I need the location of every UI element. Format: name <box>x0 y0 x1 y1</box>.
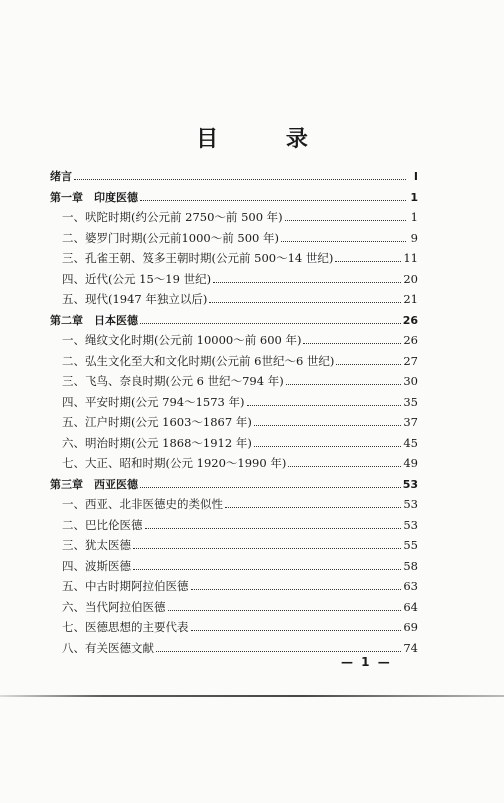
toc-entry-title: 四、平安时期(公元 794～1573 年) <box>62 394 245 409</box>
toc-entry-title: 二、巴比伦医德 <box>62 517 143 532</box>
toc-page-number: I <box>413 170 418 183</box>
dot-leader <box>209 302 401 303</box>
toc-section-row <box>50 250 418 271</box>
toc-entry-title: 一、吠陀时期(约公元前 2750～前 500 年) <box>62 210 283 224</box>
toc-chapter-row <box>50 189 418 210</box>
toc-page-number: 26 <box>403 333 418 347</box>
toc-page-number: 53 <box>403 497 418 511</box>
toc-page-number: 35 <box>403 394 418 409</box>
toc-page-number: 27 <box>403 353 418 368</box>
toc-entry-title: 第一章 印度医德 <box>50 190 138 204</box>
toc-page-number: 63 <box>403 579 418 593</box>
toc-entry-title: 八、有关医德文献 <box>62 640 154 655</box>
toc-page-number: 1 <box>410 190 418 204</box>
toc-entry-title: 四、波斯医德 <box>62 558 131 573</box>
toc-section-row <box>50 394 418 415</box>
toc-page-number: 45 <box>403 435 418 450</box>
toc-section-row <box>50 435 418 456</box>
dot-leader <box>191 589 402 590</box>
dot-leader <box>133 548 401 549</box>
toc-chapter-row <box>50 476 418 497</box>
toc-page-number: 53 <box>402 477 418 491</box>
dot-leader <box>213 282 401 283</box>
toc-entry-title: 六、当代阿拉伯医德 <box>62 599 166 614</box>
dot-leader <box>285 220 406 221</box>
toc-section-row <box>50 455 418 476</box>
toc-chapter-row <box>50 312 418 333</box>
dot-leader <box>168 610 402 611</box>
dot-leader <box>254 446 402 447</box>
dot-leader <box>254 425 402 426</box>
toc-page-number: 11 <box>403 251 418 265</box>
dot-leader <box>156 651 401 652</box>
toc-entry-title: 二、弘生文化至大和文化时期(公元前 6世纪～6 世纪) <box>62 353 335 368</box>
dot-leader <box>336 364 401 365</box>
toc-entry-title: 第二章 日本医德 <box>50 313 138 327</box>
toc-entry-title: 二、婆罗门时期(公元前1000～前 500 年) <box>62 230 279 245</box>
toc-section-row <box>50 496 418 517</box>
toc-chapter-row <box>50 168 418 189</box>
toc-entry-title: 三、飞鸟、奈良时期(公元 6 世纪～794 年) <box>62 374 284 388</box>
toc-page-number: 64 <box>403 599 418 614</box>
toc-section-row <box>50 558 418 579</box>
dot-leader <box>74 179 406 180</box>
page-title: 目 录 <box>196 127 338 152</box>
toc-section-row <box>50 373 418 394</box>
toc-entry-title: 七、医德思想的主要代表 <box>62 620 189 634</box>
table-of-contents <box>50 168 418 660</box>
toc-section-row <box>50 230 418 251</box>
dot-leader <box>191 630 402 631</box>
toc-page-number: 26 <box>402 313 418 327</box>
toc-page-number: 55 <box>403 538 418 552</box>
toc-entry-title: 一、西亚、北非医德史的类似性 <box>62 497 223 511</box>
toc-entry-title: 七、大正、昭和时期(公元 1920～1990 年) <box>62 456 287 470</box>
toc-section-row <box>50 271 418 292</box>
toc-section-row <box>50 414 418 435</box>
toc-section-row <box>50 209 418 230</box>
toc-section-row <box>50 619 418 640</box>
dot-leader <box>140 323 401 324</box>
toc-section-row <box>50 353 418 374</box>
toc-entry-title: 一、绳纹文化时期(公元前 10000～前 600 年) <box>62 333 302 347</box>
toc-page-number: 9 <box>410 230 418 245</box>
toc-page-number: 20 <box>403 271 418 286</box>
toc-entry-title: 三、孔雀王朝、笈多王朝时期(公元前 500～14 世纪) <box>62 251 334 265</box>
toc-page-number: 74 <box>403 640 418 655</box>
toc-page-number: 37 <box>403 415 418 429</box>
toc-page-number: 58 <box>403 558 418 573</box>
scan-edge-line <box>0 695 504 697</box>
toc-entry-title: 四、近代(公元 15～19 世纪) <box>62 271 212 286</box>
dot-leader <box>247 405 402 406</box>
dot-leader <box>288 466 401 467</box>
toc-entry-title: 五、现代(1947 年独立以后) <box>62 292 208 306</box>
toc-page-number: 49 <box>403 456 418 470</box>
toc-page-number: 21 <box>403 292 418 306</box>
dot-leader <box>145 528 402 529</box>
toc-section-row <box>50 537 418 558</box>
dot-leader <box>225 507 401 508</box>
toc-section-row <box>50 291 418 312</box>
dot-leader <box>286 384 402 385</box>
toc-entry-title: 五、中古时期阿拉伯医德 <box>62 579 189 593</box>
toc-entry-title: 五、江户时期(公元 1603～1867 年) <box>62 415 252 429</box>
dot-leader <box>140 200 406 201</box>
dot-leader <box>281 241 406 242</box>
toc-page-number: 1 <box>410 210 418 224</box>
toc-entry-title: 六、明治时期(公元 1868～1912 年) <box>62 435 252 450</box>
toc-page-number: 69 <box>403 620 418 634</box>
dot-leader <box>133 569 401 570</box>
page-number-footer: — 1 — <box>341 655 392 669</box>
toc-entry-title: 三、犹太医德 <box>62 538 131 552</box>
toc-entry-title: 绪言 <box>50 170 72 183</box>
toc-page-number: 53 <box>403 517 418 532</box>
toc-section-row <box>50 599 418 620</box>
dot-leader <box>335 261 401 262</box>
toc-section-row <box>50 332 418 353</box>
toc-page-number: 30 <box>403 374 418 388</box>
toc-section-row <box>50 517 418 538</box>
toc-section-row <box>50 578 418 599</box>
dot-leader <box>303 343 401 344</box>
toc-entry-title: 第三章 西亚医德 <box>50 477 138 491</box>
dot-leader <box>140 487 401 488</box>
